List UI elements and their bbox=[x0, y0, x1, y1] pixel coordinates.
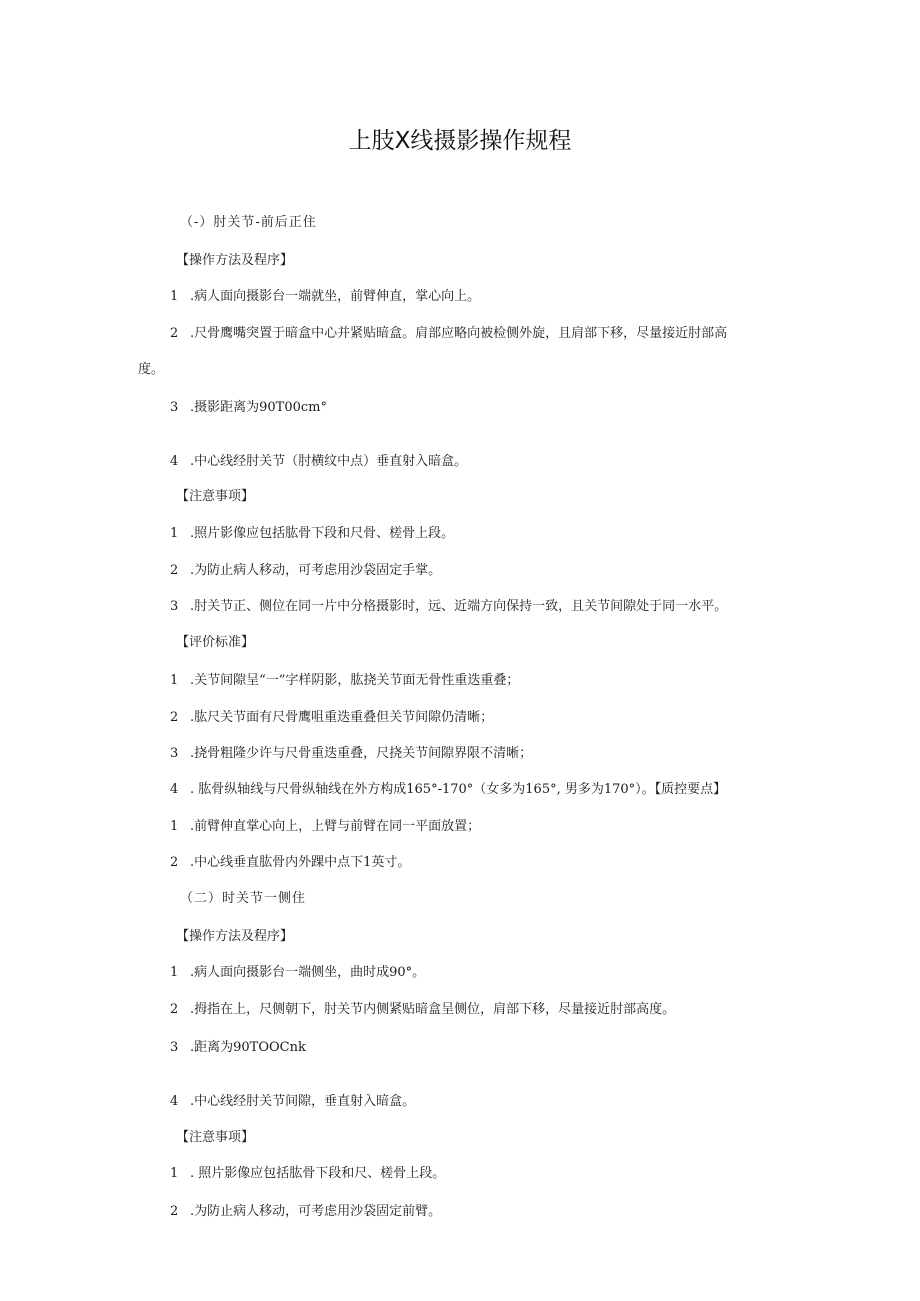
item-number: 2 bbox=[170, 563, 179, 578]
item-number: 2 bbox=[170, 1002, 179, 1017]
list-item bbox=[170, 781, 726, 799]
item-text: .挠骨粗隆少许与尺骨重迭重叠，尺挠关节间隙界限不清晰； bbox=[190, 746, 533, 761]
heading-procedure: 【操作方法及程序】 bbox=[176, 929, 294, 944]
list-item bbox=[170, 964, 425, 982]
heading-procedure: 【操作方法及程序】 bbox=[176, 253, 294, 268]
list-item bbox=[170, 525, 454, 543]
list-item bbox=[170, 453, 467, 471]
item-number: 1 bbox=[170, 1166, 179, 1181]
item-number: 4 bbox=[170, 454, 179, 469]
item-text: .摄影距离为90T00cm° bbox=[190, 400, 327, 415]
list-item bbox=[170, 1165, 445, 1183]
item-text: .中心线经肘关节间隙，垂直射入暗盒。 bbox=[190, 1094, 416, 1109]
item-text: .尺骨鹰嘴突置于暗盒中心并紧贴暗盒。肩部应略向被检侧外旋，且肩部下移，尽量接近肘部高 bbox=[190, 326, 728, 341]
list-item bbox=[170, 1093, 415, 1111]
list-item-continuation: 度。 bbox=[138, 362, 165, 377]
item-number: 1 bbox=[170, 289, 179, 304]
list-item bbox=[170, 709, 493, 727]
item-number: 1 bbox=[170, 819, 179, 834]
item-text: .照片影像应包括肱骨下段和尺骨、槎骨上段。 bbox=[190, 526, 455, 541]
list-item bbox=[170, 288, 480, 306]
item-text: .距离为90TOOCnk bbox=[190, 1040, 306, 1055]
item-number: 3 bbox=[170, 1040, 179, 1055]
list-item bbox=[170, 1039, 306, 1057]
item-number: 2 bbox=[170, 710, 179, 725]
item-text: . 肱骨纵轴线与尺骨纵轴线在外方构成165°-170°（女多为165°, 男多为170°）。【质控要点】 bbox=[190, 782, 727, 797]
list-item bbox=[170, 399, 327, 417]
item-number: 3 bbox=[170, 599, 179, 614]
heading-precautions: 【注意事项】 bbox=[176, 1130, 255, 1145]
list-item bbox=[170, 1001, 675, 1019]
heading-precautions: 【注意事项】 bbox=[176, 489, 255, 504]
list-item bbox=[170, 1203, 441, 1221]
item-text: .病人面向摄影台一端就坐，前臂伸直，掌心向上。 bbox=[190, 289, 481, 304]
item-text: .拇指在上，尺侧朝下，肘关节内侧紧贴暗盒呈侧位，肩部下移，尽量接近肘部高度。 bbox=[190, 1002, 676, 1017]
item-text: .中心线垂直肱骨内外踝中点下1英寸。 bbox=[190, 855, 411, 870]
document-title: 上肢X线摄影操作规程 bbox=[348, 128, 572, 154]
list-item bbox=[170, 672, 519, 690]
item-text: .为防止病人移动，可考虑用沙袋固定手掌。 bbox=[190, 563, 442, 578]
list-item bbox=[170, 745, 532, 763]
item-text: .前臂伸直掌心向上，上臂与前臂在同一平面放置； bbox=[190, 819, 481, 834]
item-number: 3 bbox=[170, 746, 179, 761]
item-number: 4 bbox=[170, 782, 179, 797]
section-heading-elbow-ap: （-）肘关节-前后正住 bbox=[180, 215, 317, 230]
item-text: .关节间隙呈“一”字样阴影，肱挠关节面无骨性重迭重叠； bbox=[190, 673, 520, 688]
heading-evaluation: 【评价标准】 bbox=[176, 635, 255, 650]
item-number: 4 bbox=[170, 1094, 179, 1109]
section-heading-elbow-lateral: （二）时关节一侧住 bbox=[180, 891, 307, 906]
item-text: .肱尺关节面有尺骨鹰咀重迭重叠但关节间隙仍清晰； bbox=[190, 710, 494, 725]
item-number: 2 bbox=[170, 1204, 179, 1219]
item-text: .中心线经肘关节（肘横纹中点）垂直射入暗盒。 bbox=[190, 454, 468, 469]
item-number: 1 bbox=[170, 673, 179, 688]
item-number: 3 bbox=[170, 400, 179, 415]
item-number: 2 bbox=[170, 855, 179, 870]
list-item bbox=[170, 562, 441, 580]
list-item bbox=[170, 818, 480, 836]
item-text: . 照片影像应包括肱骨下段和尺、槎骨上段。 bbox=[190, 1166, 446, 1181]
item-text: .为防止病人移动，可考虑用沙袋固定前臂。 bbox=[190, 1204, 442, 1219]
item-text: .肘关节正、侧位在同一片中分格摄影时，远、近端方向保持一致，且关节间隙处于同一水平。 bbox=[190, 599, 728, 614]
list-item bbox=[170, 854, 410, 872]
item-text: .病人面向摄影台一端侧坐，曲时成90°。 bbox=[190, 965, 426, 980]
item-number: 1 bbox=[170, 526, 179, 541]
list-item bbox=[170, 598, 727, 616]
list-item bbox=[170, 325, 727, 343]
item-number: 1 bbox=[170, 965, 179, 980]
item-number: 2 bbox=[170, 326, 179, 341]
